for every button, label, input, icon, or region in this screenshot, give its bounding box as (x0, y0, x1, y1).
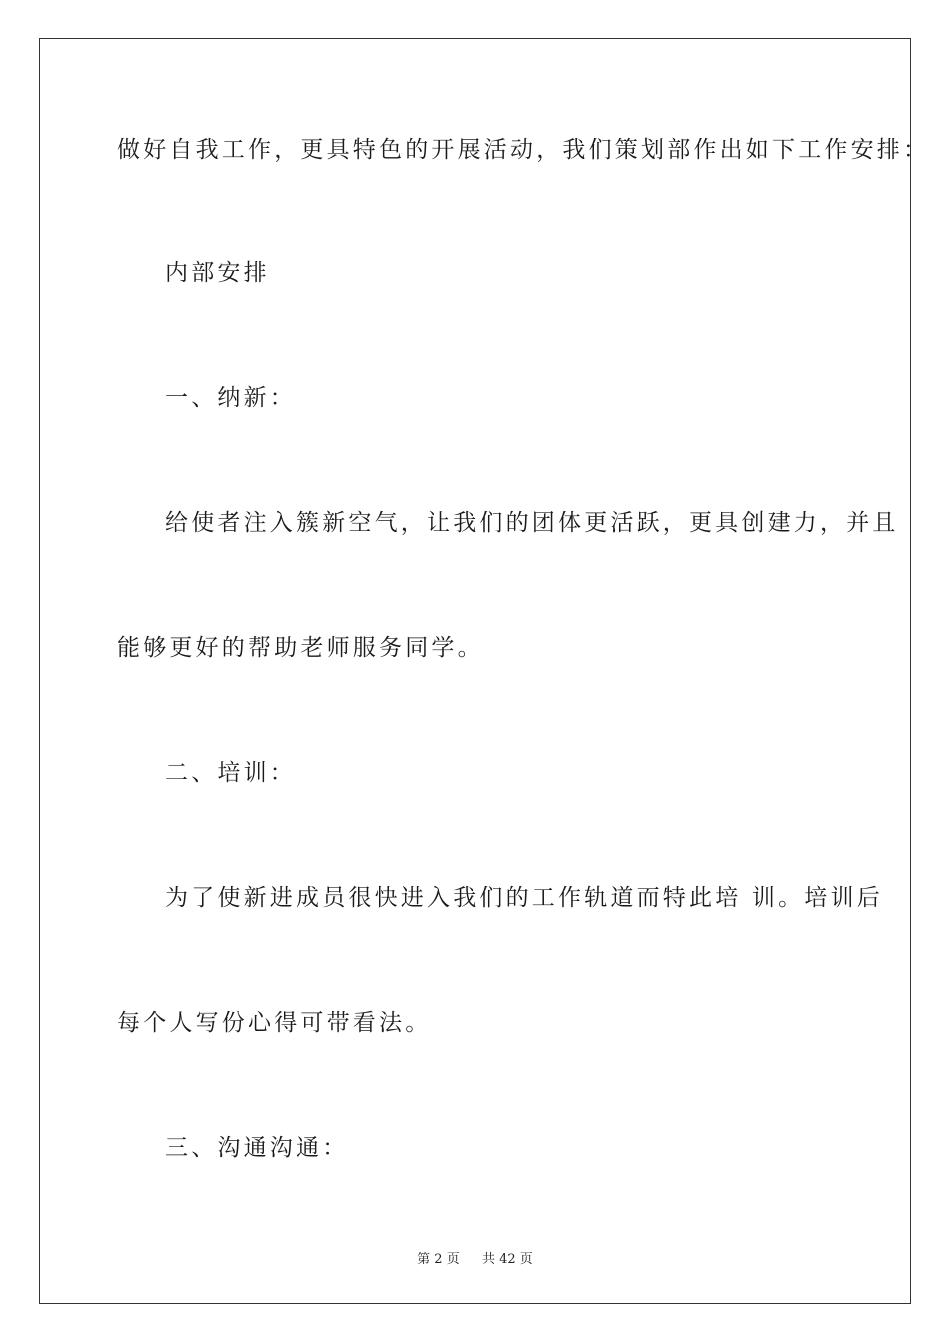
paragraph-training-line-1: 为了使新进成员很快进入我们的工作轨道而特此培 训。培训后 (165, 885, 883, 911)
paragraph-training-line-2: 每个人写份心得可带看法。 (117, 1010, 432, 1036)
heading-training: 二、培训： (165, 760, 296, 786)
paragraph-recruitment-line-2: 能够更好的帮助老师服务同学。 (117, 635, 484, 661)
page-number: 第 2 页 (417, 1252, 460, 1267)
paragraph-recruitment-line-1: 给使者注入簇新空气，让我们的团体更活跃，更具创建力，并且 (165, 510, 899, 536)
paragraph-intro: 做好自我工作，更具特色的开展活动，我们策划部作出如下工作安排： (117, 137, 930, 163)
page-footer (0, 1248, 950, 1267)
heading-communication: 三、沟通沟通： (165, 1135, 349, 1161)
heading-internal-arrangement: 内部安排 (165, 260, 270, 286)
heading-recruitment: 一、纳新： (165, 385, 296, 411)
page-border (39, 38, 911, 1304)
total-pages: 共 42 页 (482, 1252, 533, 1267)
